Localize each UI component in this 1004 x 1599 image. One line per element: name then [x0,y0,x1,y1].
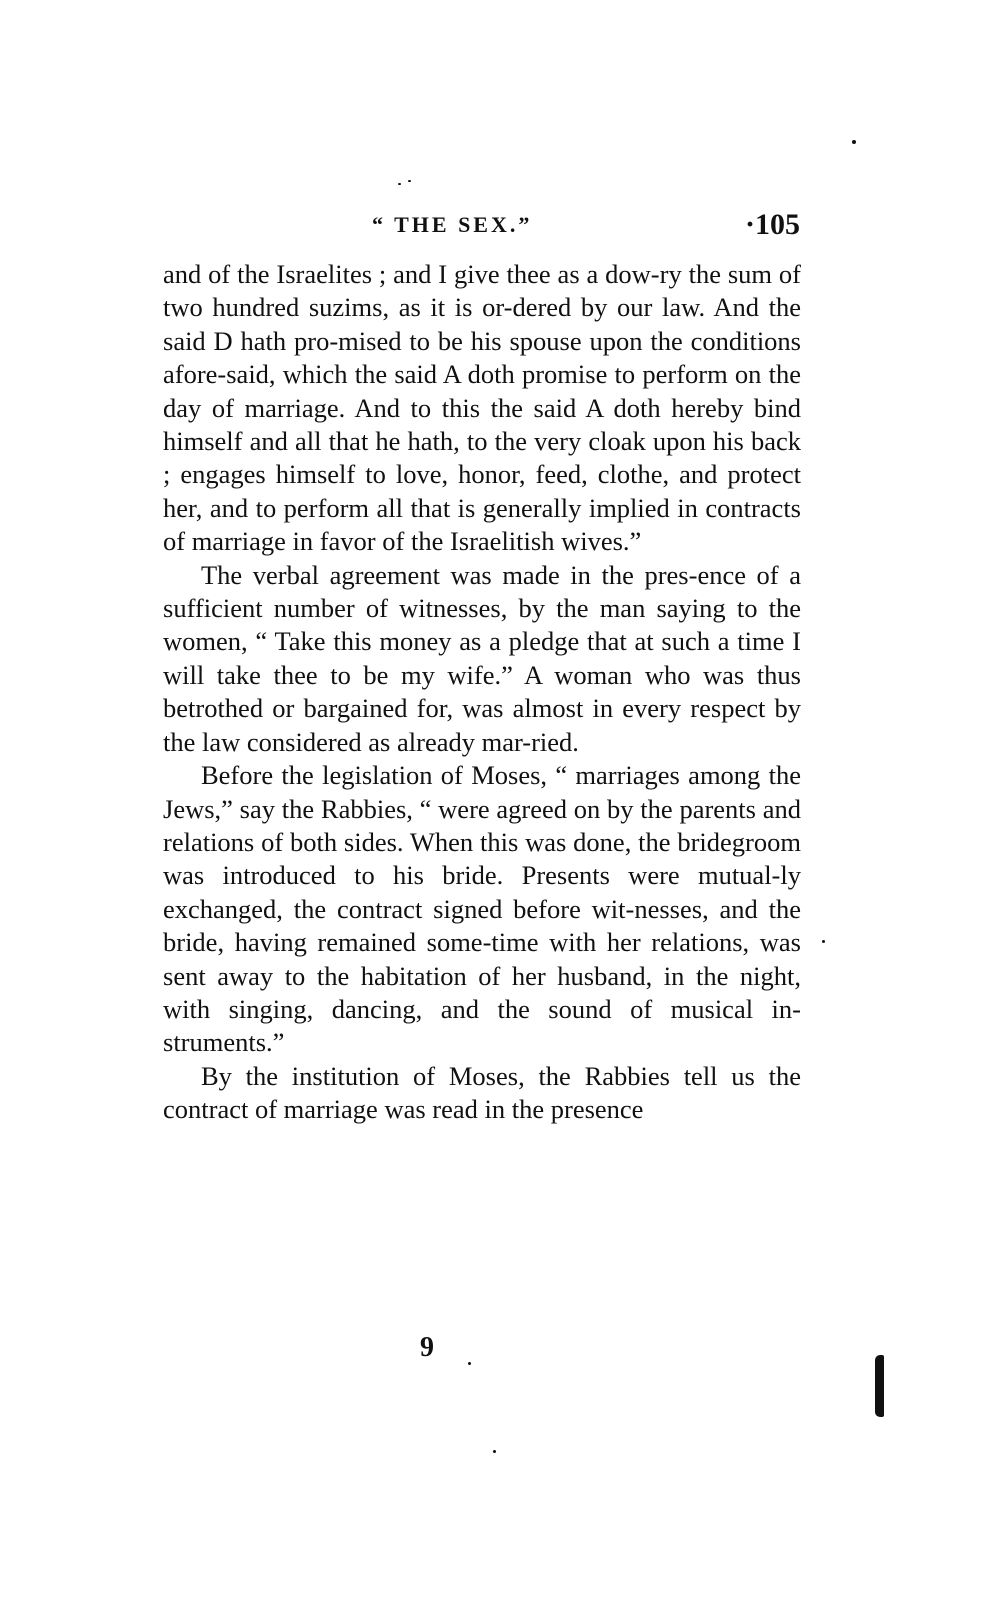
scan-speck [408,180,411,182]
page-header [160,208,800,248]
paragraph-verbal-agreement: The verbal agreement was made in the pres-ence of a sufficient number of witnesses, by the man saying to the women, “ Take this money as a pledge that at such a time I will take thee to be my wife.” A woman who was thus betrothed or bargained for, was almost in every respect by the law considered as already mar-ried. [163,559,801,757]
paragraph-continuation: and of the Israelites ; and I give thee as a dow-ry the sum of two hundred suzims, as it is or-dered by our law. And the said D hath pro-mised to be his spouse upon the conditions afore-said, which the said A doth promise to perform on the day of marriage. And to this the said A doth hereby bind himself and all that he hath, to the very cloak upon his back ; engages himself to love, honor, feed, clothe, and protect her, and to perform all that is generally implied in contracts of marriage in favor of the Israelitish wives.” [163,259,801,557]
signature-mark: 9 [420,1332,434,1363]
scan-speck [493,1450,496,1453]
running-head: “ THE SEX.” [372,212,533,237]
paragraph-institution-of-moses: By the institution of Moses, the Rabbies tell us the contract of marriage was read in the presence [163,1060,801,1125]
body-text [163,258,801,1127]
page-number: ·105 [744,208,800,241]
scan-speck [852,140,856,144]
paragraph-legislation-of-moses: Before the legislation of Moses, “ marriages among the Jews,” say the Rabbies, “ were agreed on by the parents and relations of both sides. When this was done, the bridegroom was introduced to his bride. Presents were mutual-ly exchanged, the contract signed before wit-nesses, and the bride, having remained some-time with her relations, was sent away to the habitation of her husband, in the night, with singing, dancing, and the sound of musical in-struments.” [163,760,801,1058]
scan-speck [468,1362,471,1365]
scan-speck [398,183,401,185]
scan-speck [822,940,825,943]
scan-edge-mark [875,1355,884,1417]
